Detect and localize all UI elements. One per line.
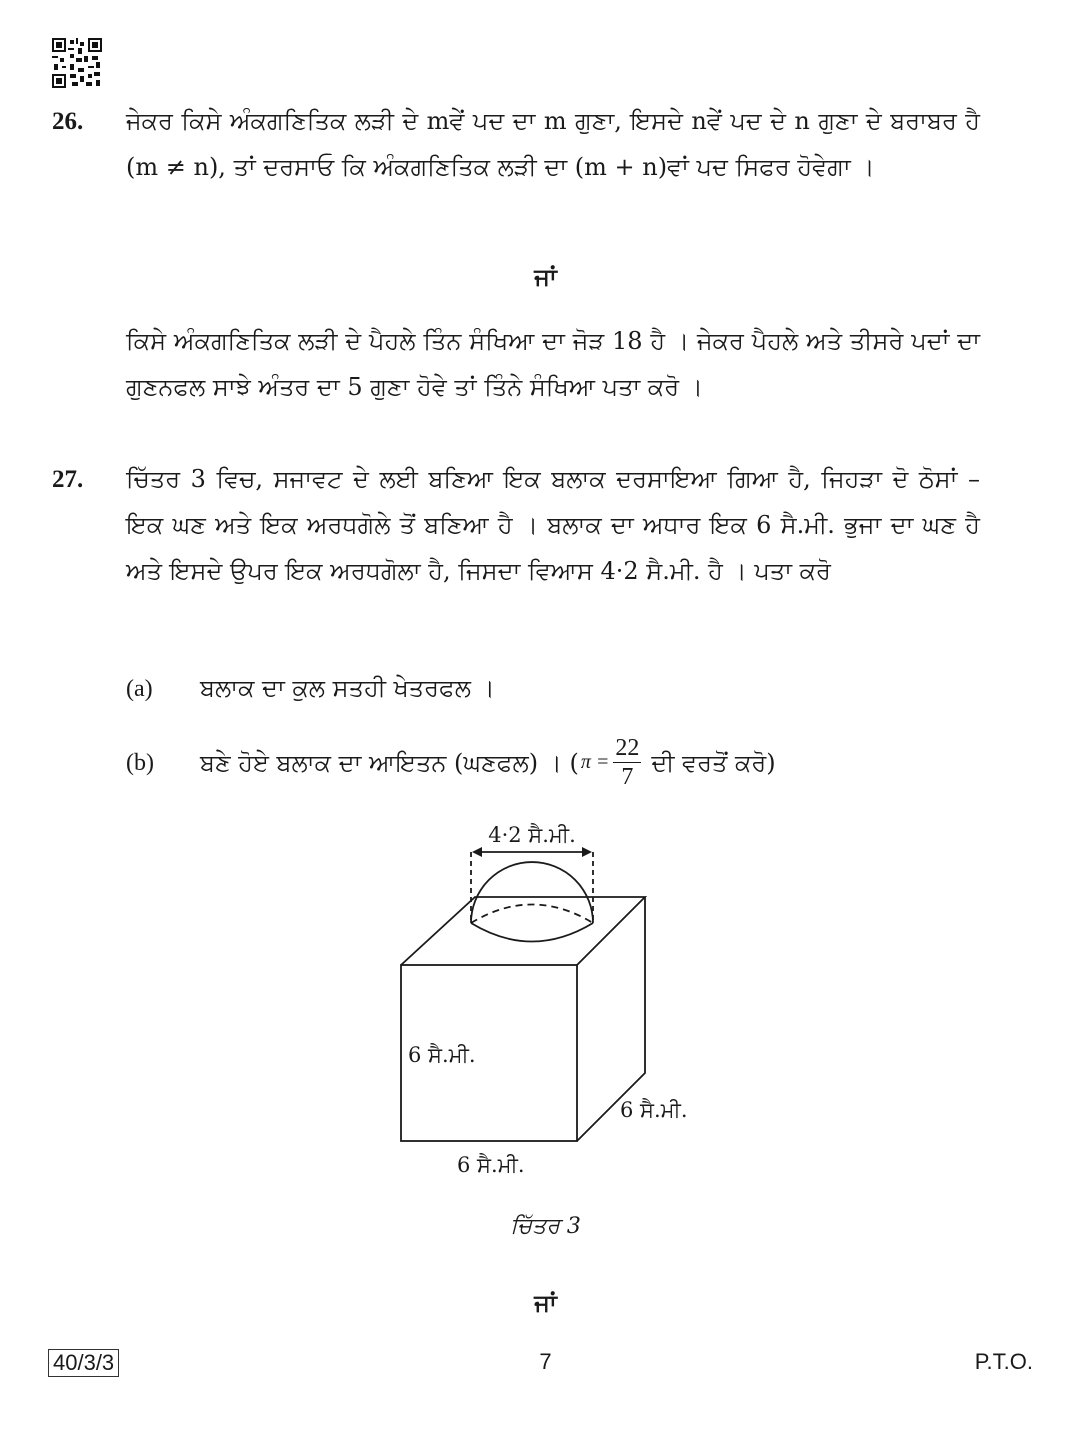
or-separator-26: ਜਾਂ (534, 262, 557, 291)
part-b-label: (b) (126, 750, 154, 776)
part-a-label: (a) (126, 676, 153, 702)
arrowhead-left-icon (472, 847, 482, 857)
cube-top-face (401, 897, 645, 965)
fraction-denominator: 7 (621, 764, 634, 790)
pto-label: P.T.O. (974, 1349, 1033, 1374)
part-b-tail: ਦੀ ਵਰਤੋਂ ਕਰੋ) (651, 748, 776, 777)
arrowhead-right-icon (582, 847, 592, 857)
hemisphere-base-front (471, 923, 593, 942)
diameter-label: 4·2 ਸੈ.ਮੀ. (488, 823, 576, 847)
side-right-label: 6 ਸੈ.ਮੀ. (620, 1098, 688, 1122)
page-number: 7 (539, 1349, 552, 1374)
figure-caption: ਚਿੱਤਰ 3 (510, 1214, 581, 1239)
question-26-text: ਜੇਕਰ ਕਿਸੇ ਅੰਕਗਣਿਤਿਕ ਲੜੀ ਦੇ mਵੇਂ ਪਦ ਦਾ m ਗੁਣਾ, ਇਸਦੇ nਵੇਂ ਪਦ ਦੇ n ਗੁਣਾ ਦੇ ਬਰਾਬਰ ਹੈ (m ≠ n), ਤਾਂ ਦਰਸਾਓ ਕਿ ਅੰਕਗਣਿਤਿਕ ਲੜੀ ਦਾ (m + n)ਵਾਂ ਪਦ ਸਿਫਰ ਹੋਵੇਗਾ । (126, 107, 980, 181)
question-26-number: 26. (52, 108, 84, 135)
pi-label: π = (580, 751, 610, 773)
part-a-text: ਬਲਾਕ ਦਾ ਕੁਲ ਸਤਹੀ ਖੇਤਰਫਲ । (200, 674, 495, 702)
side-left-label: 6 ਸੈ.ਮੀ. (408, 1043, 476, 1067)
paper-code: 40/3/3 (48, 1349, 119, 1377)
hemisphere-base-back (471, 905, 593, 924)
fraction-numerator: 22 (615, 735, 640, 761)
side-bottom-label: 6 ਸੈ.ਮੀ. (457, 1153, 525, 1177)
question-27-text: ਚਿੱਤਰ 3 ਵਿਚ, ਸਜਾਵਟ ਦੇ ਲਈ ਬਣਿਆ ਇਕ ਬਲਾਕ ਦਰਸਾਇਆ ਗਿਆ ਹੈ, ਜਿਹੜਾ ਦੋ ਠੋਸਾਂ – ਇਕ ਘਣ ਅਤੇ ਇਕ ਅਰਧਗੋਲੇ ਤੋਂ ਬਣਿਆ ਹੈ । ਬਲਾਕ ਦਾ ਅਧਾਰ ਇਕ 6 ਸੈ.ਮੀ. ਭੁਜਾ ਦਾ ਘਣ ਹੈ ਅਤੇ ਇਸਦੇ ਉਪਰ ਇਕ ਅਰਧਗੋਲਾ ਹੈ, ਜਿਸਦਾ ਵਿਆਸ 4·2 ਸੈ.ਮੀ. ਹੈ । ਪਤਾ ਕਰੋ (126, 465, 980, 585)
or-separator-27: ਜਾਂ (534, 1288, 557, 1317)
question-27-number: 27. (52, 466, 84, 493)
question-26-alt-text: ਕਿਸੇ ਅੰਕਗਣਿਤਿਕ ਲੜੀ ਦੇ ਪੈਹਲੇ ਤਿੰਨ ਸੰਖਿਆ ਦਾ ਜੋੜ 18 ਹੈ । ਜੇਕਰ ਪੈਹਲੇ ਅਤੇ ਤੀਸਰੇ ਪਦਾਂ ਦਾ ਗੁਣਨਫਲ ਸਾਝੇ ਅੰਤਰ ਦਾ 5 ਗੁਣਾ ਹੋਵੇ ਤਾਂ ਤਿੰਨੇ ਸੰਖਿਆ ਪਤਾ ਕਰੋ । (126, 327, 980, 401)
part-b-main: ਬਣੇ ਹੋਏ ਬਲਾਕ ਦਾ ਆਇਤਨ (ਘਣਫਲ) । ( (200, 748, 579, 777)
